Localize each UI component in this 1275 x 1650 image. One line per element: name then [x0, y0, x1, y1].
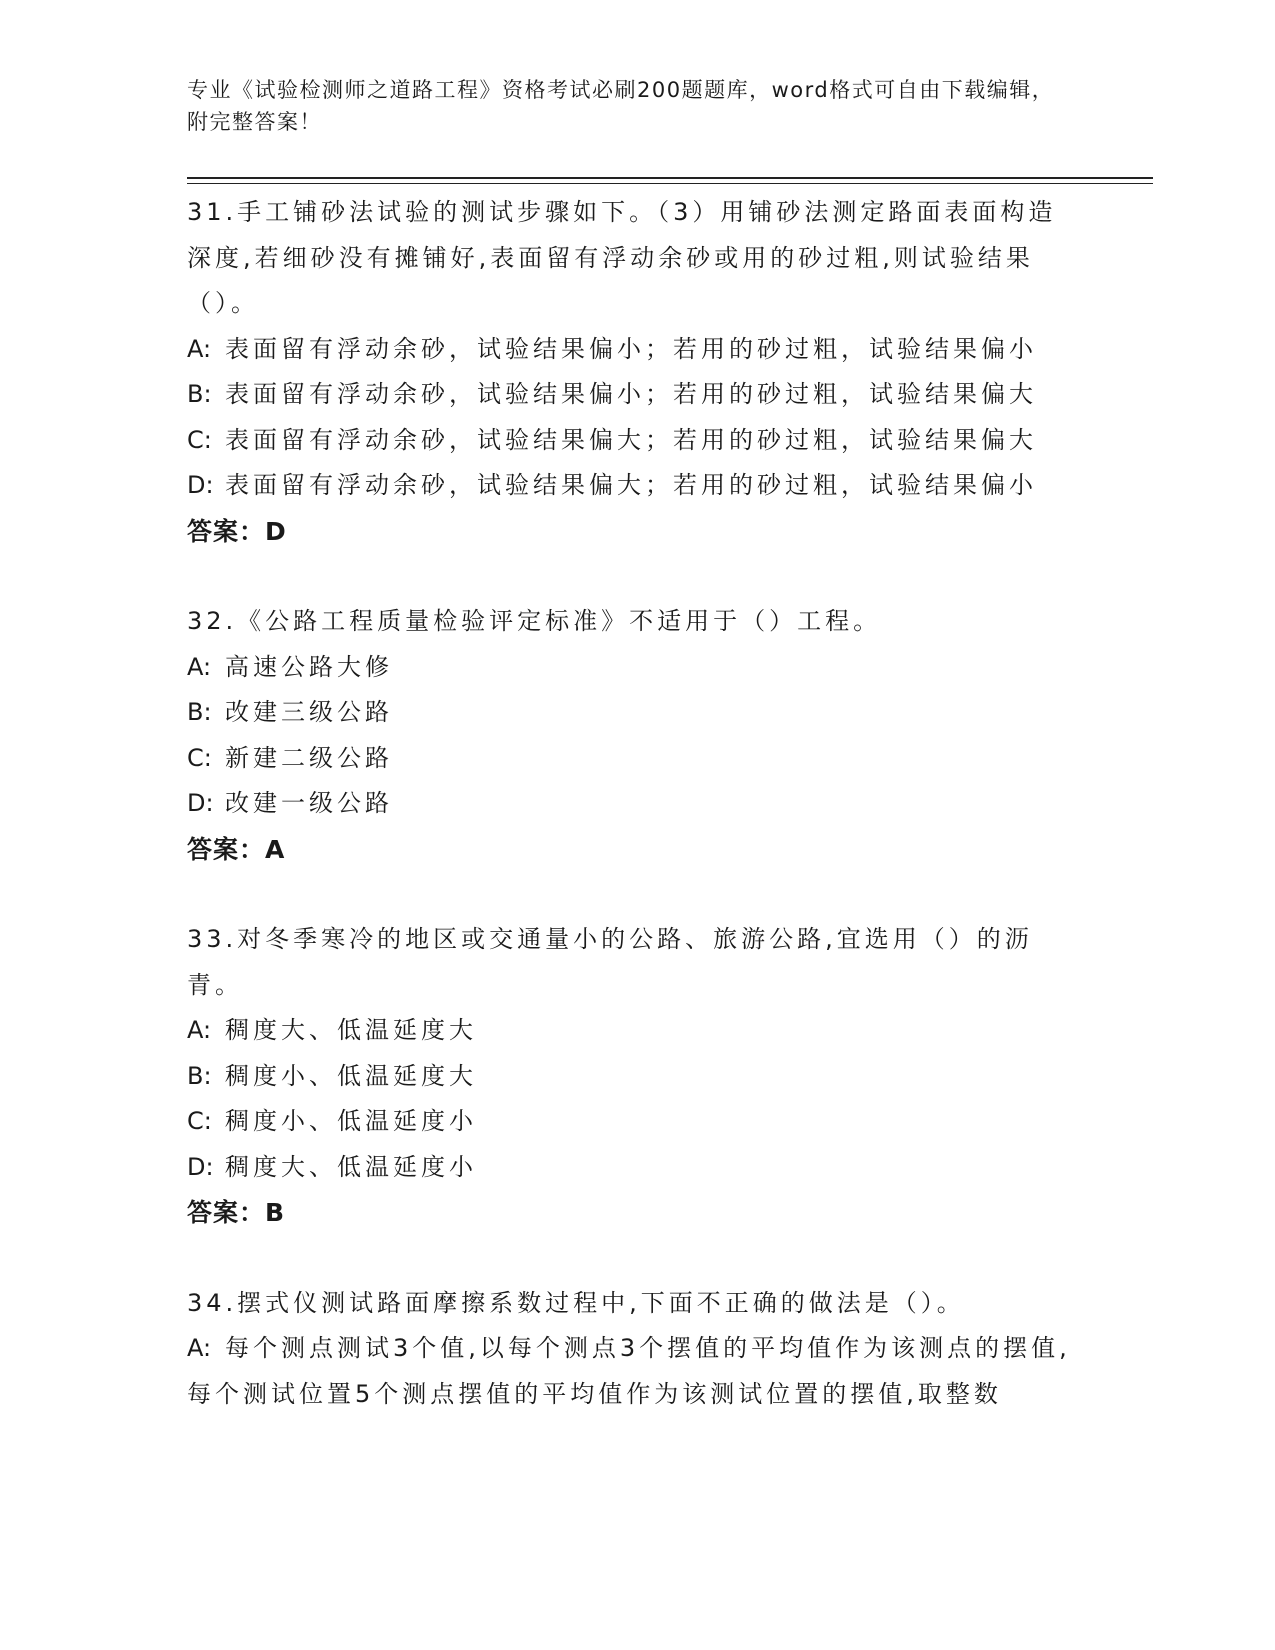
option-text: 表面留有浮动余砂，试验结果偏大；若用的砂过粗，试验结果偏大: [225, 425, 1037, 454]
option-key: C:: [187, 1107, 212, 1135]
question-31: [187, 190, 1077, 554]
option-text: 改建一级公路: [225, 789, 393, 817]
question-33: [187, 917, 1077, 1236]
option-c: [187, 418, 1077, 464]
option-b: [187, 372, 1077, 418]
option-b: [187, 690, 1077, 736]
option-key: D:: [187, 1152, 214, 1181]
option-key: C:: [187, 743, 212, 772]
option-text: 改建三级公路: [225, 698, 393, 726]
question-list: [187, 190, 1077, 1462]
option-key: D:: [187, 471, 214, 499]
option-a: [187, 1326, 1077, 1417]
question-34: [187, 1281, 1077, 1418]
option-key: A:: [187, 652, 212, 681]
option-text: 表面留有浮动余砂，试验结果偏小；若用的砂过粗，试验结果偏大: [225, 380, 1037, 408]
answer-line: 答案：B: [187, 1198, 286, 1227]
option-d: [187, 781, 1077, 827]
header-divider-thick: [187, 177, 1153, 179]
option-key: B:: [187, 1061, 212, 1090]
question-stem: 31.手工铺砂法试验的测试步骤如下。（3）用铺砂法测定路面表面构造深度,若细砂没有摊铺好,表面留有浮动余砂或用的砂过粗,则试验结果（）。: [187, 198, 1057, 317]
answer-line: 答案：D: [187, 516, 287, 546]
question-32: [187, 599, 1077, 872]
question-stem: 34.摆式仪测试路面摩擦系数过程中,下面不正确的做法是（）。: [187, 1288, 965, 1317]
option-a: [187, 1008, 1077, 1054]
option-text: 每个测点测试3个值,以每个测点3个摆值的平均值作为该测点的摆值,每个测试位置5个测点摆值的平均值作为该测试位置的摆值,取整数: [187, 1334, 1071, 1408]
option-key: B:: [187, 380, 212, 408]
option-text: 稠度小、低温延度小: [225, 1107, 477, 1135]
option-text: 稠度小、低温延度大: [225, 1061, 477, 1090]
answer-line: 答案：A: [187, 834, 286, 864]
question-stem: 32.《公路工程质量检验评定标准》不适用于（）工程。: [187, 607, 882, 635]
option-key: A:: [187, 1016, 212, 1044]
option-a: [187, 645, 1077, 691]
option-key: A:: [187, 1334, 212, 1362]
question-stem: 33.对冬季寒冷的地区或交通量小的公路、旅游公路,宜选用（）的沥青。: [187, 925, 1033, 999]
option-b: [187, 1054, 1077, 1100]
option-text: 稠度大、低温延度小: [225, 1152, 477, 1181]
document-header: 专业《试验检测师之道路工程》资格考试必刷200题题库，word格式可自由下载编辑，附完整答案！: [187, 78, 1055, 134]
option-text: 稠度大、低温延度大: [225, 1016, 477, 1044]
option-text: 高速公路大修: [225, 652, 393, 681]
option-c: [187, 736, 1077, 782]
header-divider-thin: [187, 183, 1153, 184]
option-key: C:: [187, 425, 212, 454]
option-text: 表面留有浮动余砂，试验结果偏大；若用的砂过粗，试验结果偏小: [225, 471, 1037, 499]
option-text: 新建二级公路: [225, 743, 393, 772]
option-d: [187, 1145, 1077, 1191]
option-key: A:: [187, 334, 212, 363]
option-d: [187, 463, 1077, 509]
option-key: B:: [187, 698, 212, 726]
option-text: 表面留有浮动余砂，试验结果偏小；若用的砂过粗，试验结果偏小: [225, 334, 1037, 363]
option-key: D:: [187, 789, 214, 817]
option-a: [187, 327, 1077, 373]
option-c: [187, 1099, 1077, 1145]
